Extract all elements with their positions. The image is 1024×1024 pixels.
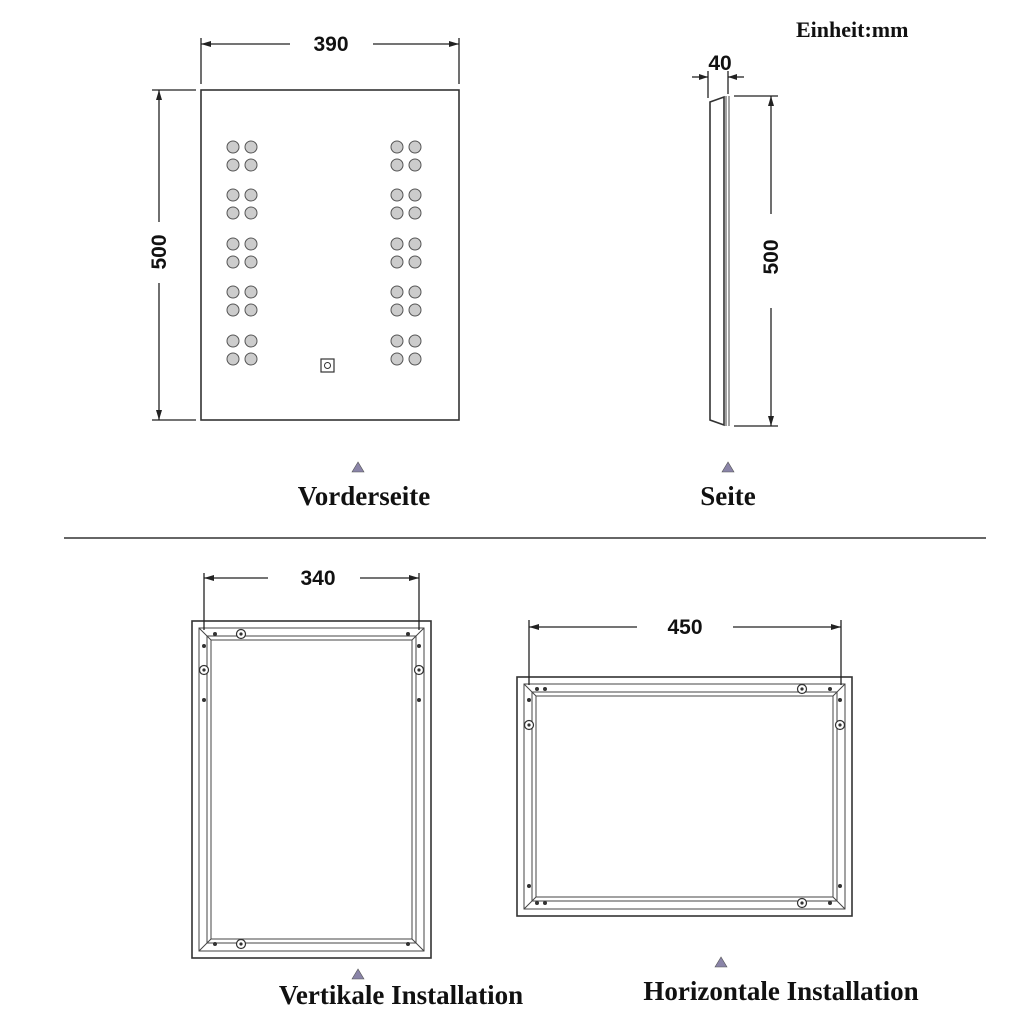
led-dot-icon: [227, 141, 239, 153]
led-dot-icon: [227, 256, 239, 268]
led-dot-icon: [391, 335, 403, 347]
side-depth-label: 40: [708, 52, 732, 75]
led-dot-icon: [409, 256, 421, 268]
led-dot-icon: [245, 189, 257, 201]
led-dot-icon: [245, 304, 257, 316]
screw-hole-icon: [406, 632, 410, 636]
mounting-hook-icon: [237, 630, 246, 639]
side-height-label: 500: [760, 239, 783, 275]
horizontal-width-label: 450: [667, 616, 703, 639]
screw-hole-icon: [202, 698, 206, 702]
led-dot-icon: [391, 189, 403, 201]
led-dot-icon: [245, 286, 257, 298]
horizontal-installation-view: [517, 616, 919, 1006]
led-dot-icon: [409, 335, 421, 347]
led-cluster: [227, 335, 257, 365]
front-height-label: 500: [148, 234, 171, 270]
led-cluster: [227, 189, 257, 219]
screw-hole-icon: [543, 687, 547, 691]
mounting-hook-icon: [415, 666, 424, 675]
pointer-triangle-icon: [722, 462, 734, 472]
screw-hole-icon: [535, 901, 539, 905]
front-width-label: 390: [313, 33, 349, 56]
touch-switch-icon: [321, 359, 334, 372]
led-cluster: [391, 141, 421, 171]
led-dot-icon: [409, 207, 421, 219]
led-dot-icon: [227, 304, 239, 316]
led-dot-icon: [227, 335, 239, 347]
led-cluster: [391, 238, 421, 268]
screw-hole-icon: [838, 698, 842, 702]
led-dot-icon: [391, 256, 403, 268]
front-view-caption: Vorderseite: [297, 481, 431, 511]
side-height-dimension: [734, 96, 783, 426]
vertical-back-outer: [192, 621, 431, 958]
mounting-hook-icon: [798, 685, 807, 694]
mounting-hook-icon: [525, 721, 534, 730]
front-height-dimension: [148, 90, 196, 420]
mounting-details: [200, 630, 424, 949]
mounting-hook-icon: [798, 899, 807, 908]
mounting-hook-icon: [836, 721, 845, 730]
led-dot-icon: [391, 286, 403, 298]
led-dot-icon: [227, 238, 239, 250]
led-dot-icon: [227, 286, 239, 298]
led-dot-icon: [391, 159, 403, 171]
led-dot-icon: [409, 159, 421, 171]
side-depth-dimension: [692, 52, 744, 98]
unit-label: Einheit:mm: [796, 17, 909, 42]
led-dot-icon: [391, 141, 403, 153]
led-dot-icon: [227, 159, 239, 171]
pointer-triangle-icon: [352, 462, 364, 472]
screw-hole-icon: [527, 698, 531, 702]
front-width-dimension: [201, 33, 459, 84]
screw-hole-icon: [838, 884, 842, 888]
led-dot-icon: [391, 207, 403, 219]
screw-hole-icon: [213, 942, 217, 946]
led-dot-icon: [227, 207, 239, 219]
led-dot-icon: [409, 353, 421, 365]
screw-hole-icon: [828, 901, 832, 905]
screw-hole-icon: [406, 942, 410, 946]
led-dot-icon: [227, 353, 239, 365]
screw-hole-icon: [213, 632, 217, 636]
screw-hole-icon: [417, 644, 421, 648]
side-profile: [710, 97, 724, 425]
led-dot-icon: [391, 304, 403, 316]
screw-hole-icon: [202, 644, 206, 648]
horizontal-back-outer: [517, 677, 852, 916]
led-dot-icon: [409, 304, 421, 316]
led-dot-icon: [227, 189, 239, 201]
side-view-caption: Seite: [700, 481, 756, 511]
led-dot-icon: [245, 238, 257, 250]
led-dot-icon: [245, 335, 257, 347]
screw-hole-icon: [543, 901, 547, 905]
vertical-width-label: 340: [300, 567, 336, 590]
led-dot-icon: [409, 141, 421, 153]
led-dot-icon: [391, 238, 403, 250]
vertical-installation-view: [192, 567, 523, 1010]
led-dot-icon: [245, 353, 257, 365]
pointer-triangle-icon: [715, 957, 727, 967]
screw-hole-icon: [417, 698, 421, 702]
horizontal-width-dimension: [529, 616, 841, 685]
led-cluster: [227, 238, 257, 268]
led-cluster: [227, 141, 257, 171]
led-cluster: [391, 286, 421, 316]
led-cluster: [391, 335, 421, 365]
led-dot-icon: [245, 159, 257, 171]
mounting-hook-icon: [237, 940, 246, 949]
front-view: [148, 33, 459, 511]
screw-hole-icon: [527, 884, 531, 888]
led-dot-icon: [245, 207, 257, 219]
led-dot-icon: [391, 353, 403, 365]
led-dot-icon: [409, 286, 421, 298]
screw-hole-icon: [535, 687, 539, 691]
mounting-details: [525, 685, 845, 908]
led-cluster: [227, 286, 257, 316]
screw-hole-icon: [828, 687, 832, 691]
led-dot-icon: [409, 238, 421, 250]
led-cluster: [391, 189, 421, 219]
led-dot-icon: [409, 189, 421, 201]
led-dot-icon: [245, 141, 257, 153]
mounting-hook-icon: [200, 666, 209, 675]
side-view: [692, 52, 783, 511]
vertical-installation-caption: Vertikale Installation: [278, 980, 524, 1010]
led-dot-icon: [245, 256, 257, 268]
led-grid: [227, 141, 421, 365]
horizontal-installation-caption: Horizontale Installation: [643, 976, 919, 1006]
pointer-triangle-icon: [352, 969, 364, 979]
